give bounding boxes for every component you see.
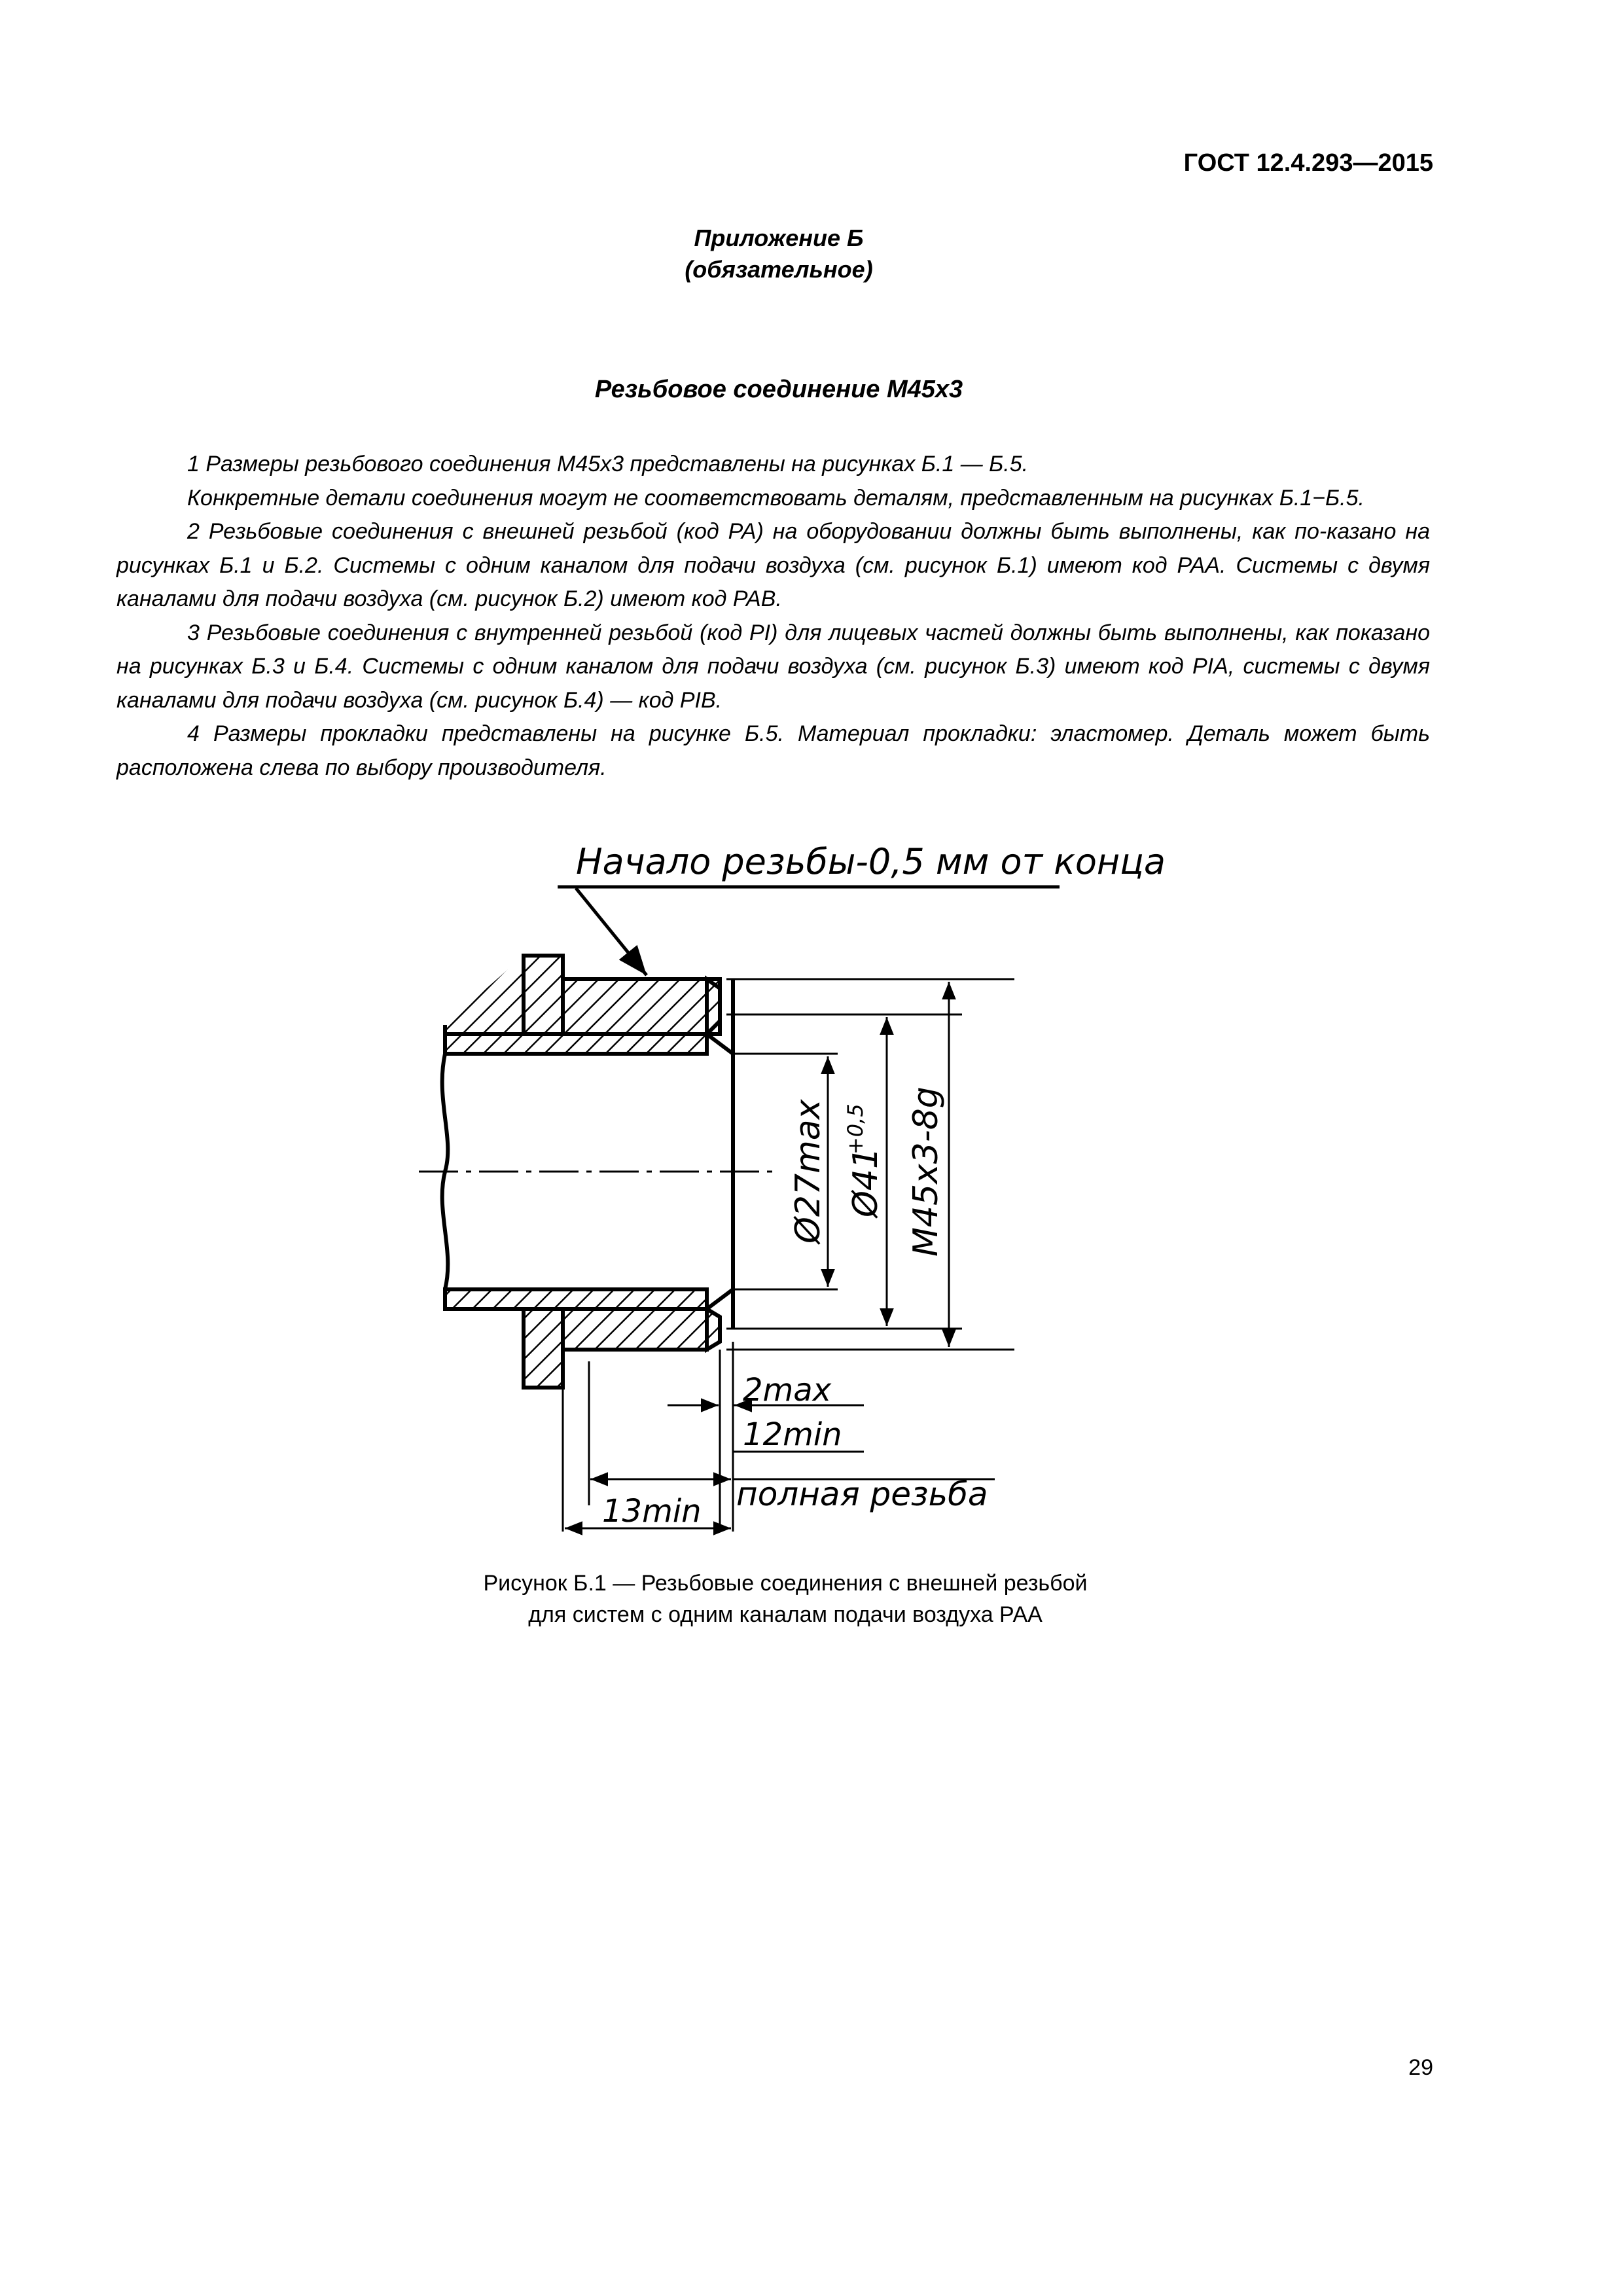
thread-drawing bbox=[406, 825, 1166, 1558]
full-thread-label: полная резьба bbox=[736, 1475, 988, 1513]
dim-12min-label: 12min bbox=[743, 1416, 842, 1453]
caption-line-1: Рисунок Б.1 — Резьбовые соединения с внешней резьбой bbox=[483, 1571, 1088, 1596]
appendix-heading bbox=[0, 223, 1558, 285]
paragraph-2: 2 Резьбовые соединения с внешней резьбой (код PA) на оборудовании должны быть выполнены, как по-казано на рисунках Б.1 и Б.2. Системы с одним каналом для подачи воздуха (см. рисунок Б.1) имеют код PAA. Системы с двумя каналами для подачи воздуха (см. рисунок Б.2) имеют код PAB. bbox=[116, 519, 1430, 611]
paragraph-1-note: Конкретные детали соединения могут не соответствовать деталям, представленным на рисунках Б.1−Б.5. bbox=[187, 485, 1364, 511]
page-number: 29 bbox=[1408, 2055, 1433, 2080]
dim-13min-label: 13min bbox=[602, 1493, 702, 1530]
dim-d41-value: Ø41 bbox=[846, 1147, 885, 1217]
callout-text: Начало резьбы-0,5 мм от конца bbox=[576, 841, 1166, 882]
paragraph-1: 1 Размеры резьбового соединения М45х3 представлены на рисунках Б.1 — Б.5. bbox=[187, 452, 1029, 476]
dim-d41-tolerance: +0,5 bbox=[843, 1103, 868, 1155]
dim-m45-label: M45x3-8g bbox=[906, 1086, 946, 1257]
callout-leader bbox=[576, 888, 647, 975]
caption-line-2: для систем с одним каналам подачи воздуха РАА bbox=[528, 1602, 1043, 1627]
paragraph-4: 4 Размеры прокладки представлены на рисунке Б.5. Материал прокладки: эластомер. Деталь может быть расположена слева по выбору производителя. bbox=[116, 721, 1430, 780]
section-title: Резьбовое соединение М45х3 bbox=[594, 376, 963, 403]
body-text bbox=[116, 448, 1430, 785]
dim-d27-label: Ø27max bbox=[789, 1099, 828, 1244]
appendix-label: Приложение Б bbox=[694, 224, 864, 251]
paragraph-3: 3 Резьбовые соединения с внутренней резьбой (код PI) для лицевых частей должны быть выполнены, как показано на рисунках Б.3 и Б.4. Системы с одним каналом для подачи воздуха (см. рисунок Б.3) имеют код PIA, системы с двумя каналами для подачи воздуха (см. рисунок Б.4) — код PIB. bbox=[116, 620, 1430, 713]
figure-caption bbox=[0, 1568, 1571, 1630]
dim-d41-label bbox=[843, 1103, 885, 1219]
appendix-status: (обязательное) bbox=[685, 256, 873, 283]
standard-number: ГОСТ 12.4.293—2015 bbox=[1183, 149, 1433, 177]
dim-2max-label: 2max bbox=[743, 1372, 832, 1408]
